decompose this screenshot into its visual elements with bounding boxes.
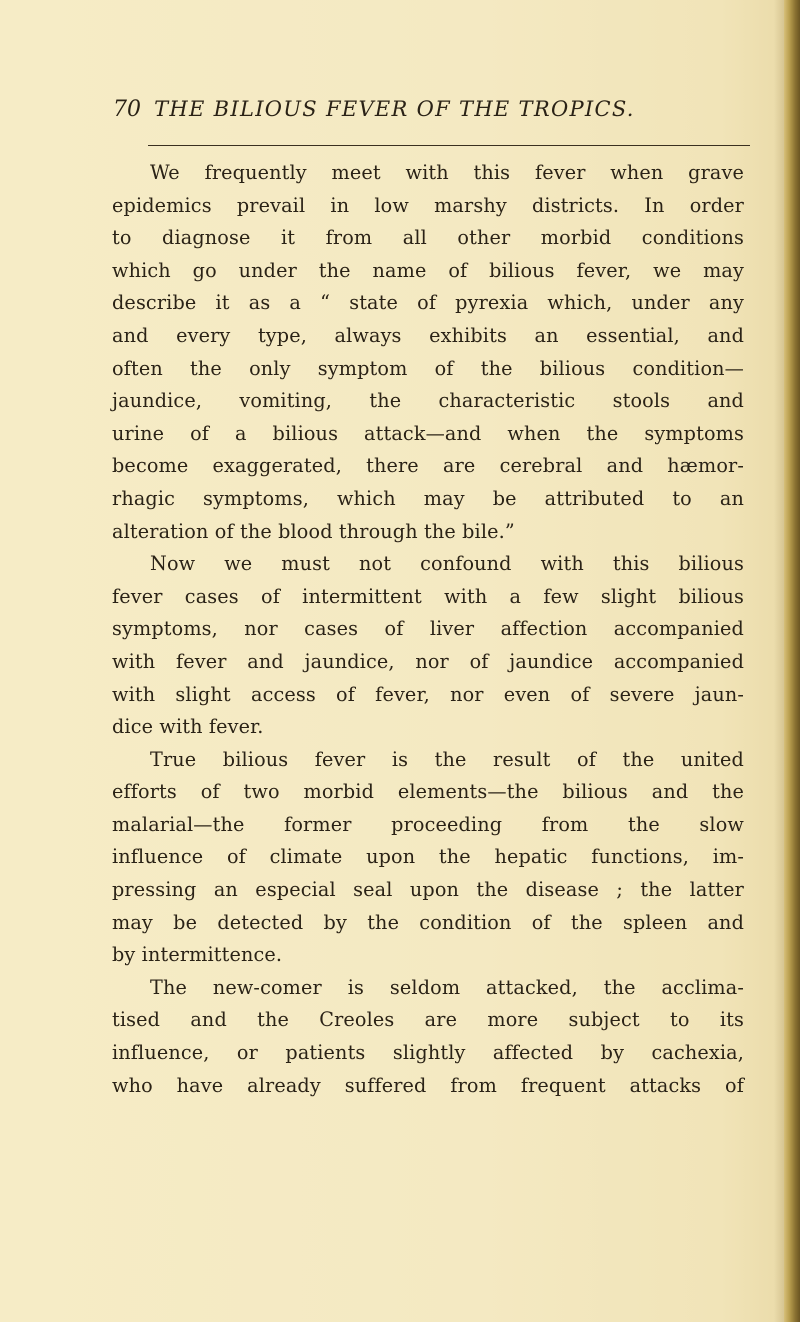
text-line: describe it as a “ state of pyrexia which, under any — [112, 291, 744, 315]
text-line: and every type, always exhibits an essential, and — [112, 323, 744, 347]
text-line: malarial—the former proceeding from the slow — [112, 812, 744, 836]
text-line: often the only symptom of the bilious condition— — [112, 356, 744, 380]
page-number: 70 — [113, 97, 141, 122]
text-line: by intermittence. — [112, 943, 283, 967]
text-line: influence, or patients slightly affected by cachexia, — [112, 1041, 744, 1065]
text-line: become exaggerated, there are cerebral and hæmor- — [112, 454, 744, 478]
text-line: Now we must not confound with this bilious — [150, 552, 744, 576]
text-line: which go under the name of bilious fever, we may — [112, 258, 744, 282]
page-edge — [784, 0, 800, 1322]
text-line: We frequently meet with this fever when grave — [150, 161, 744, 184]
text-line: pressing an especial seal upon the disease ; the latter — [112, 878, 744, 902]
text-line: with slight access of fever, nor even of severe jaun- — [112, 682, 744, 706]
text-line: rhagic symptoms, which may be attributed to an — [112, 486, 744, 510]
text-line: The new-comer is seldom attacked, the acclima- — [150, 975, 744, 999]
text-line: to diagnose it from all other morbid conditions — [112, 226, 744, 250]
text-line: symptoms, nor cases of liver affection accompanied — [112, 617, 744, 641]
page-edge-shadow — [774, 0, 784, 1322]
text-line: efforts of two morbid elements—the bilious and the — [112, 780, 744, 804]
text-line: urine of a bilious attack—and when the symptoms — [112, 421, 744, 445]
text-line: who have already suffered from frequent attacks of — [112, 1073, 744, 1097]
text-line: tised and the Creoles are more subject to its — [112, 1008, 744, 1032]
text-line: fever cases of intermittent with a few slight bilious — [112, 584, 744, 608]
text-line: influence of climate upon the hepatic functions, im- — [112, 845, 744, 869]
running-header — [113, 97, 713, 137]
text-line: jaundice, vomiting, the characteristic stools and — [112, 389, 744, 413]
text-line: True bilious fever is the result of the united — [150, 747, 744, 771]
text-line: with fever and jaundice, nor of jaundice accompanied — [112, 649, 744, 673]
text-line: epidemics prevail in low marshy districts. In order — [112, 193, 744, 217]
text-line: may be detected by the condition of the spleen and — [112, 910, 744, 934]
text-line: alteration of the blood through the bile.” — [112, 519, 515, 543]
body-text — [112, 157, 744, 1102]
running-title: THE BILIOUS FEVER OF THE TROPICS. — [154, 97, 635, 121]
text-line: dice with fever. — [112, 715, 264, 739]
header-rule — [148, 145, 750, 146]
